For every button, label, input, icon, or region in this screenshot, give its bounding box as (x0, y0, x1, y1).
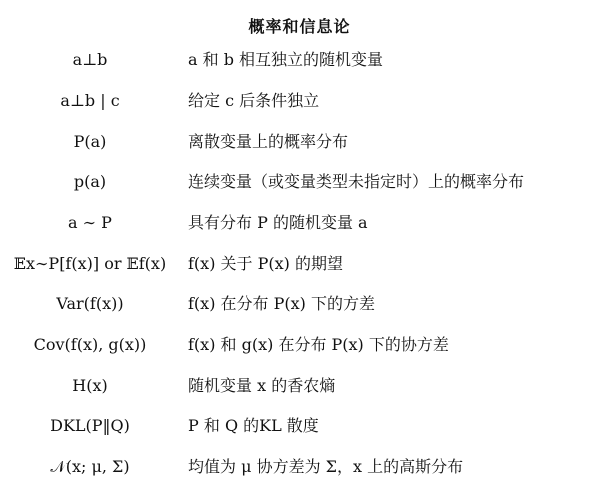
notation-symbol: a⊥b (72, 50, 108, 69)
notation-row (0, 325, 599, 365)
notation-row (0, 366, 599, 406)
notation-row (0, 203, 599, 243)
notation-description: 连续变量（或变量类型未指定时）上的概率分布 (188, 172, 525, 191)
notation-description: 离散变量上的概率分布 (188, 132, 349, 151)
notation-description: 给定 c 后条件独立 (188, 91, 320, 110)
notation-description: 具有分布 P 的随机变量 a (188, 213, 368, 232)
notation-symbol: Var(f(x)) (56, 294, 124, 313)
notation-row (0, 122, 599, 162)
notation-symbol: p(a) (73, 172, 107, 191)
notation-symbol: P(a) (73, 132, 107, 151)
notation-symbol: 𝒩(x; μ, Σ) (50, 457, 130, 476)
notation-symbol: Cov(f(x), g(x)) (33, 335, 147, 354)
notation-description: P 和 Q 的KL 散度 (188, 416, 319, 435)
notation-description: a 和 b 相互独立的随机变量 (188, 50, 384, 69)
section-title: 概率和信息论 (248, 17, 351, 36)
notation-row (0, 284, 599, 324)
notation-row (0, 244, 599, 284)
notation-row (0, 40, 599, 80)
notation-row (0, 81, 599, 121)
notation-row (0, 162, 599, 202)
notation-description: 随机变量 x 的香农熵 (188, 376, 336, 395)
notation-symbol: 𝔼x∼P[f(x)] or 𝔼f(x) (13, 254, 167, 273)
notation-description: f(x) 在分布 P(x) 下的方差 (188, 294, 375, 313)
notation-symbol: H(x) (72, 376, 108, 395)
notation-symbol: DKL(P‖Q) (50, 416, 130, 435)
notation-row (0, 447, 599, 487)
notation-description: f(x) 关于 P(x) 的期望 (188, 254, 343, 273)
notation-symbol: a⊥b | c (60, 91, 120, 110)
notation-row (0, 406, 599, 446)
notation-description: f(x) 和 g(x) 在分布 P(x) 下的协方差 (188, 335, 449, 354)
notation-description: 均值为 μ 协方差为 Σ，x 上的高斯分布 (188, 457, 464, 476)
notation-symbol: a ∼ P (68, 213, 112, 232)
